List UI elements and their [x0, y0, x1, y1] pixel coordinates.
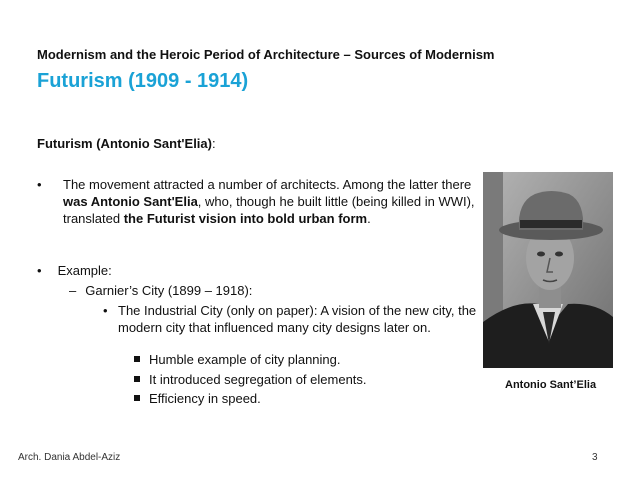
bullet-marker: •: [37, 177, 42, 192]
bullet-text: Garnier’s City (1899 – 1918):: [85, 283, 253, 298]
bullet-movement: [37, 176, 482, 227]
bullet-example: [37, 262, 112, 279]
portrait-photo: [483, 172, 613, 368]
square-bullet-icon: [134, 376, 140, 382]
sub-bullet-text: It introduced segregation of elements.: [149, 372, 367, 387]
slide-title: Futurism (1909 - 1914): [37, 70, 249, 92]
section-subheading: [37, 136, 216, 151]
sub-bullet-text: Efficiency in speed.: [149, 391, 261, 406]
sub-bullet: [134, 390, 261, 407]
photo-caption: Antonio Sant’Elia: [505, 379, 597, 391]
square-bullet-icon: [134, 395, 140, 401]
bullet-text: The Industrial City (only on paper): A vision of the new city, the modern city that influenced many city designs later on.: [118, 303, 477, 335]
sub-bullet: [134, 351, 341, 368]
text-run: .: [367, 211, 371, 226]
bullet-garnier-city: [69, 282, 252, 299]
text-run-bold: the Futurist vision into bold urban form: [123, 211, 368, 226]
bullet-industrial-city: [103, 302, 483, 336]
slide-header: Modernism and the Heroic Period of Architecture – Sources of Modernism: [37, 47, 495, 62]
page-number: 3: [592, 452, 598, 463]
slide-footer: Arch. Dania Abdel-Aziz: [18, 452, 121, 463]
text-run-bold: was Antonio Sant'Elia: [63, 194, 198, 209]
subheading-colon: :: [211, 136, 216, 151]
portrait-illustration: [483, 172, 613, 368]
bullet-text: [63, 176, 482, 227]
text-run: The movement attracted a number of architects. Among the latter there: [63, 177, 472, 192]
text-run: , who, though he built little (being killed in WWI), translated: [63, 194, 475, 226]
subheading-bold: Futurism (Antonio Sant'Elia): [37, 136, 212, 151]
bullet-text: Example:: [57, 263, 112, 278]
sub-bullet: [134, 371, 367, 388]
square-bullet-icon: [134, 356, 140, 362]
bullet-marker: •: [37, 263, 42, 278]
bullet-marker: •: [103, 303, 108, 318]
dash-marker: –: [69, 283, 77, 298]
sub-bullet-text: Humble example of city planning.: [149, 352, 341, 367]
